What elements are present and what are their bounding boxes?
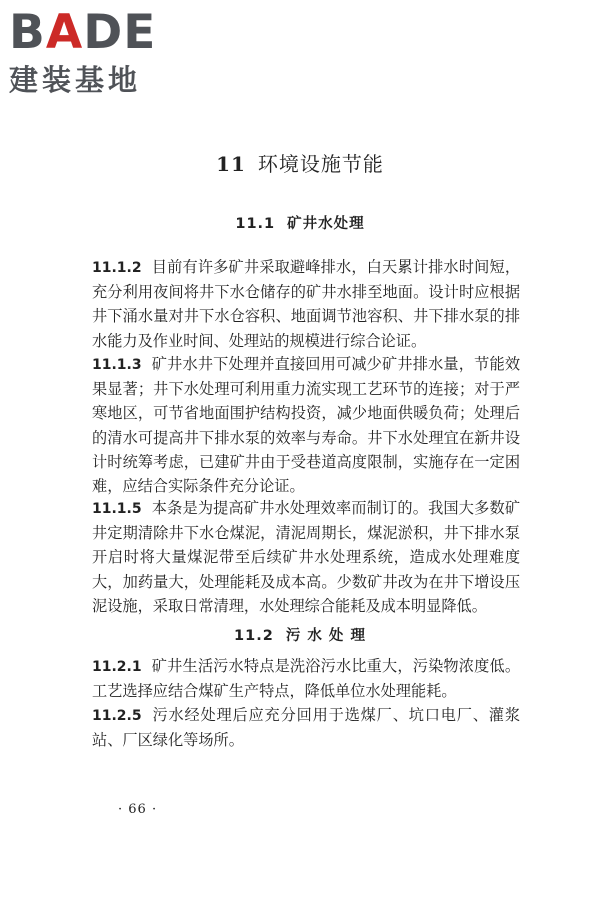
section-number: 11.2 bbox=[234, 628, 274, 644]
clause-11-2-5 bbox=[92, 703, 520, 752]
clause-11-2-1 bbox=[92, 654, 520, 703]
logo-letter: B bbox=[9, 5, 46, 60]
chapter-heading: 环境设施节能 bbox=[257, 152, 384, 176]
logo-subtitle: 建装基地 bbox=[9, 63, 142, 97]
clause-number: 11.1.5 bbox=[92, 501, 142, 517]
clause-text: 矿井水井下处理并直接回用可减少矿井排水量，节能效果显著；井下水处理可利用重力流实现工艺环节的连接；对于严寒地区，可节省地面围护结构投资，减少地面供暖负荷；处理后的清水可提高井下排水泵的效率与寿命。井下水处理宜在新井设计时统筹考虑，已建矿井由于受巷道高度限制，实施存在一定困难，应结合实际条件充分论证。 bbox=[92, 355, 520, 496]
logo-letters: DE bbox=[83, 5, 157, 60]
clause-text: 矿井生活污水特点是洗浴污水比重大，污染物浓度低。工艺选择应结合煤矿生产特点，降低单位水处理能耗。 bbox=[92, 657, 520, 701]
section-number: 11.1 bbox=[235, 216, 276, 232]
section-title-11-1 bbox=[0, 212, 600, 233]
section-heading: 矿井水处理 bbox=[287, 216, 365, 232]
clause-11-1-3 bbox=[92, 352, 520, 498]
logo bbox=[9, 6, 179, 96]
clause-text: 目前有许多矿井采取避峰排水，白天累计排水时间短，充分利用夜间将井下水仓储存的矿井水排至地面。设计时应根据井下涌水量对井下水仓容积、地面调节池容积、井下排水泵的排水能力及作业时间、处理站的规模进行综合论证。 bbox=[92, 258, 520, 350]
clause-11-1-2 bbox=[92, 255, 520, 353]
logo-accent-letter: A bbox=[45, 5, 84, 60]
section-heading: 污 水 处 理 bbox=[285, 628, 366, 644]
chapter-title bbox=[0, 148, 600, 177]
clause-text: 本条是为提高矿井水处理效率而制订的。我国大多数矿井定期清除井下水仓煤泥，清泥周期长，煤泥淤积，井下排水泵开启时将大量煤泥带至后续矿井水处理系统，造成水处理难度大，加药量大，处理能耗及成本高。少数矿井改为在井下增设压泥设施，采取日常清理，水处理综合能耗及成本明显降低。 bbox=[92, 499, 520, 615]
clause-text: 污水经处理后应充分回用于选煤厂、坑口电厂、灌浆站、厂区绿化等场所。 bbox=[92, 706, 520, 750]
clause-11-1-5 bbox=[92, 496, 520, 618]
page-number: · 66 · bbox=[118, 802, 158, 817]
chapter-number: 11 bbox=[216, 152, 246, 176]
logo-wordmark bbox=[9, 6, 156, 60]
clause-number: 11.1.3 bbox=[92, 357, 142, 373]
section-title-11-2 bbox=[0, 624, 600, 645]
clause-number: 11.2.1 bbox=[92, 659, 142, 675]
clause-number: 11.1.2 bbox=[92, 260, 142, 276]
clause-number: 11.2.5 bbox=[92, 708, 142, 724]
